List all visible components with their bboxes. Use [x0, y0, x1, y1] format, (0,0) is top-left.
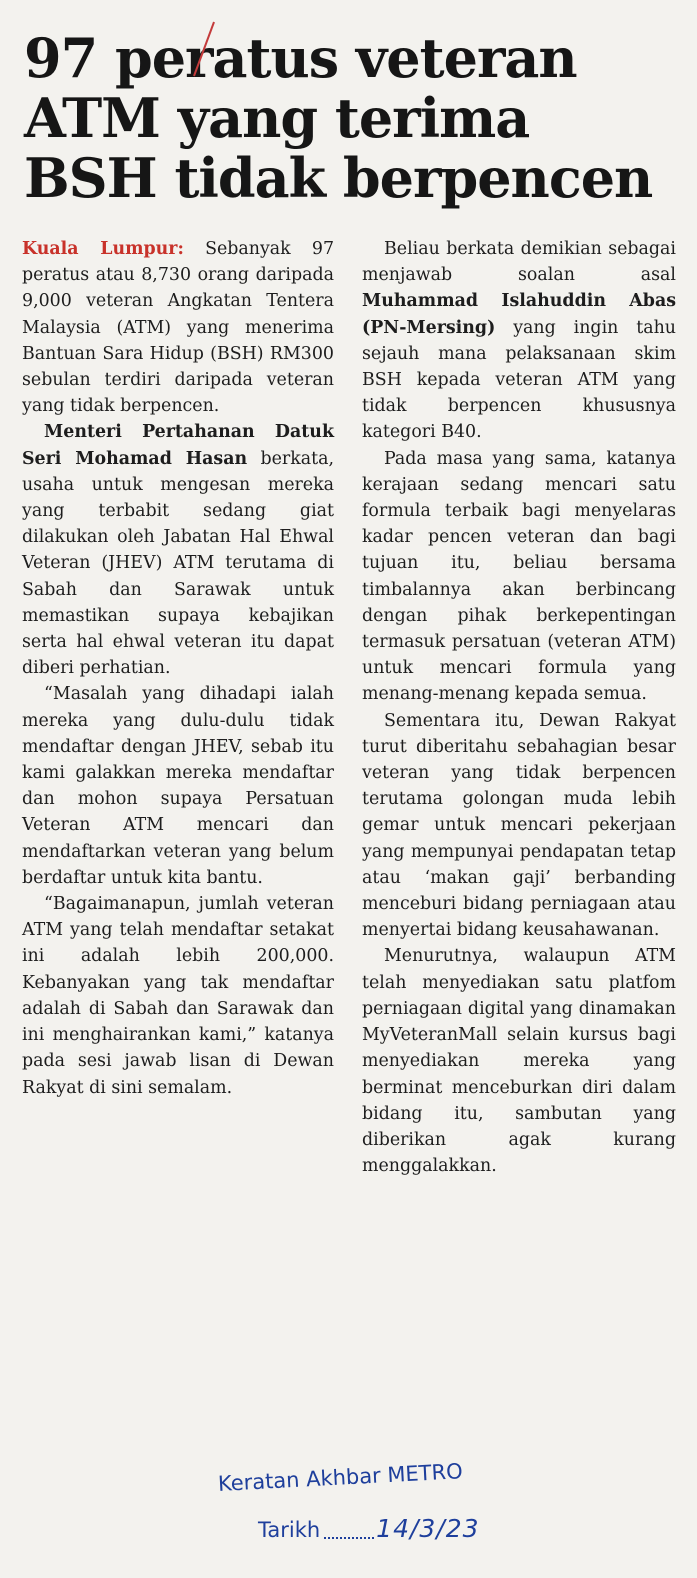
stamp-handwritten-date: 14/3/23	[376, 1514, 480, 1543]
dateline: Kuala Lumpur:	[22, 239, 184, 259]
stamp-date-label: Tarikh	[258, 1518, 321, 1542]
stamp-title: Keratan Akhbar METRO	[217, 1459, 464, 1496]
paragraph-3: “Masalah yang dihadapi ialah mereka yang dulu-dulu tidak mendaftar dengan JHEV, sebab itu kami galakkan mereka mendaftar dan mohon supaya Persatuan Veteran ATM mencari dan mendaftarkan veteran yang belum berdaftar untuk kita bantu.	[22, 684, 334, 888]
paragraph-1	[22, 236, 334, 419]
paragraph-5-bold: Muhammad Islahuddin Abas (PN-Mersing)	[362, 291, 676, 338]
paragraph-5-pre: Beliau berkata demikian sebagai menjawab soalan asal	[362, 239, 676, 286]
paragraph-2-text: berkata, usaha untuk mengesan mereka yang terbabit sedang giat dilakukan oleh Jabatan Hal Ehwal Veteran (JHEV) ATM terutama di Sabah dan Sarawak untuk memastikan supaya kebajikan serta hal ehwal veteran itu dapat diberi perhatian.	[22, 448, 334, 679]
paragraph-5	[362, 236, 676, 446]
paragraph-8: Menurutnya, walaupun ATM telah menyediakan satu platfom perniagaan digital yang dinamakan MyVeteranMall selain kursus bagi menyediakan mereka yang berminat menceburkan diri dalam bidang itu, sambutan yang diberikan agak kurang menggalakkan.	[362, 946, 676, 1177]
clipping-stamp	[208, 1459, 528, 1566]
paragraph-2-bold: Menteri Pertahanan Datuk Seri Mohamad Hasan	[22, 422, 334, 469]
article-left-column	[22, 236, 334, 1101]
pen-mark-icon	[188, 20, 218, 80]
paragraph-1-text: Sebanyak 97 peratus atau 8,730 orang daripada 9,000 veteran Angkatan Tentera Malaysia (ATM) yang menerima Bantuan Sara Hidup (BSH) RM300 sebulan terdiri daripada veteran yang tidak berpencen.	[22, 239, 335, 417]
article-right-column	[362, 236, 676, 1179]
article-headline: 97 peratus veteran ATM yang terima BSH tidak berpencen	[24, 26, 653, 210]
paragraph-4: “Bagaimanapun, jumlah veteran ATM yang telah mendaftar setakat ini adalah lebih 200,000. Kebanyakan yang tak mendaftar adalah di Sabah dan Sarawak dan ini menghairankan kami,” katanya pada sesi jawab lisan di Dewan Rakyat di sini semalam.	[22, 894, 334, 1098]
paragraph-6: Pada masa yang sama, katanya kerajaan sedang mencari satu formula terbaik bagi menyelaras kadar pencen veteran dan bagi tujuan itu, beliau bersama timbalannya akan berbincang dengan pihak berkepentingan termasuk persatuan (veteran ATM) untuk mencari formula yang menang-menang kepada semua.	[362, 448, 676, 705]
stamp-date-row	[258, 1514, 480, 1543]
stamp-dotted-line	[324, 1537, 374, 1539]
paragraph-2	[22, 419, 334, 681]
paragraph-7: Sementara itu, Dewan Rakyat turut diberitahu sebahagian besar veteran yang tidak berpencen terutama golongan muda lebih gemar untuk mencari pekerjaan yang mempunyai pendapatan tetap atau ‘makan gaji’ berbanding menceburi bidang perniagaan atau menyertai bidang keusahawanan.	[362, 710, 676, 941]
paragraph-5-text: yang ingin tahu sejauh mana pelaksanaan skim BSH kepada veteran ATM yang tidak berpencen khususnya kategori B40.	[362, 317, 676, 443]
